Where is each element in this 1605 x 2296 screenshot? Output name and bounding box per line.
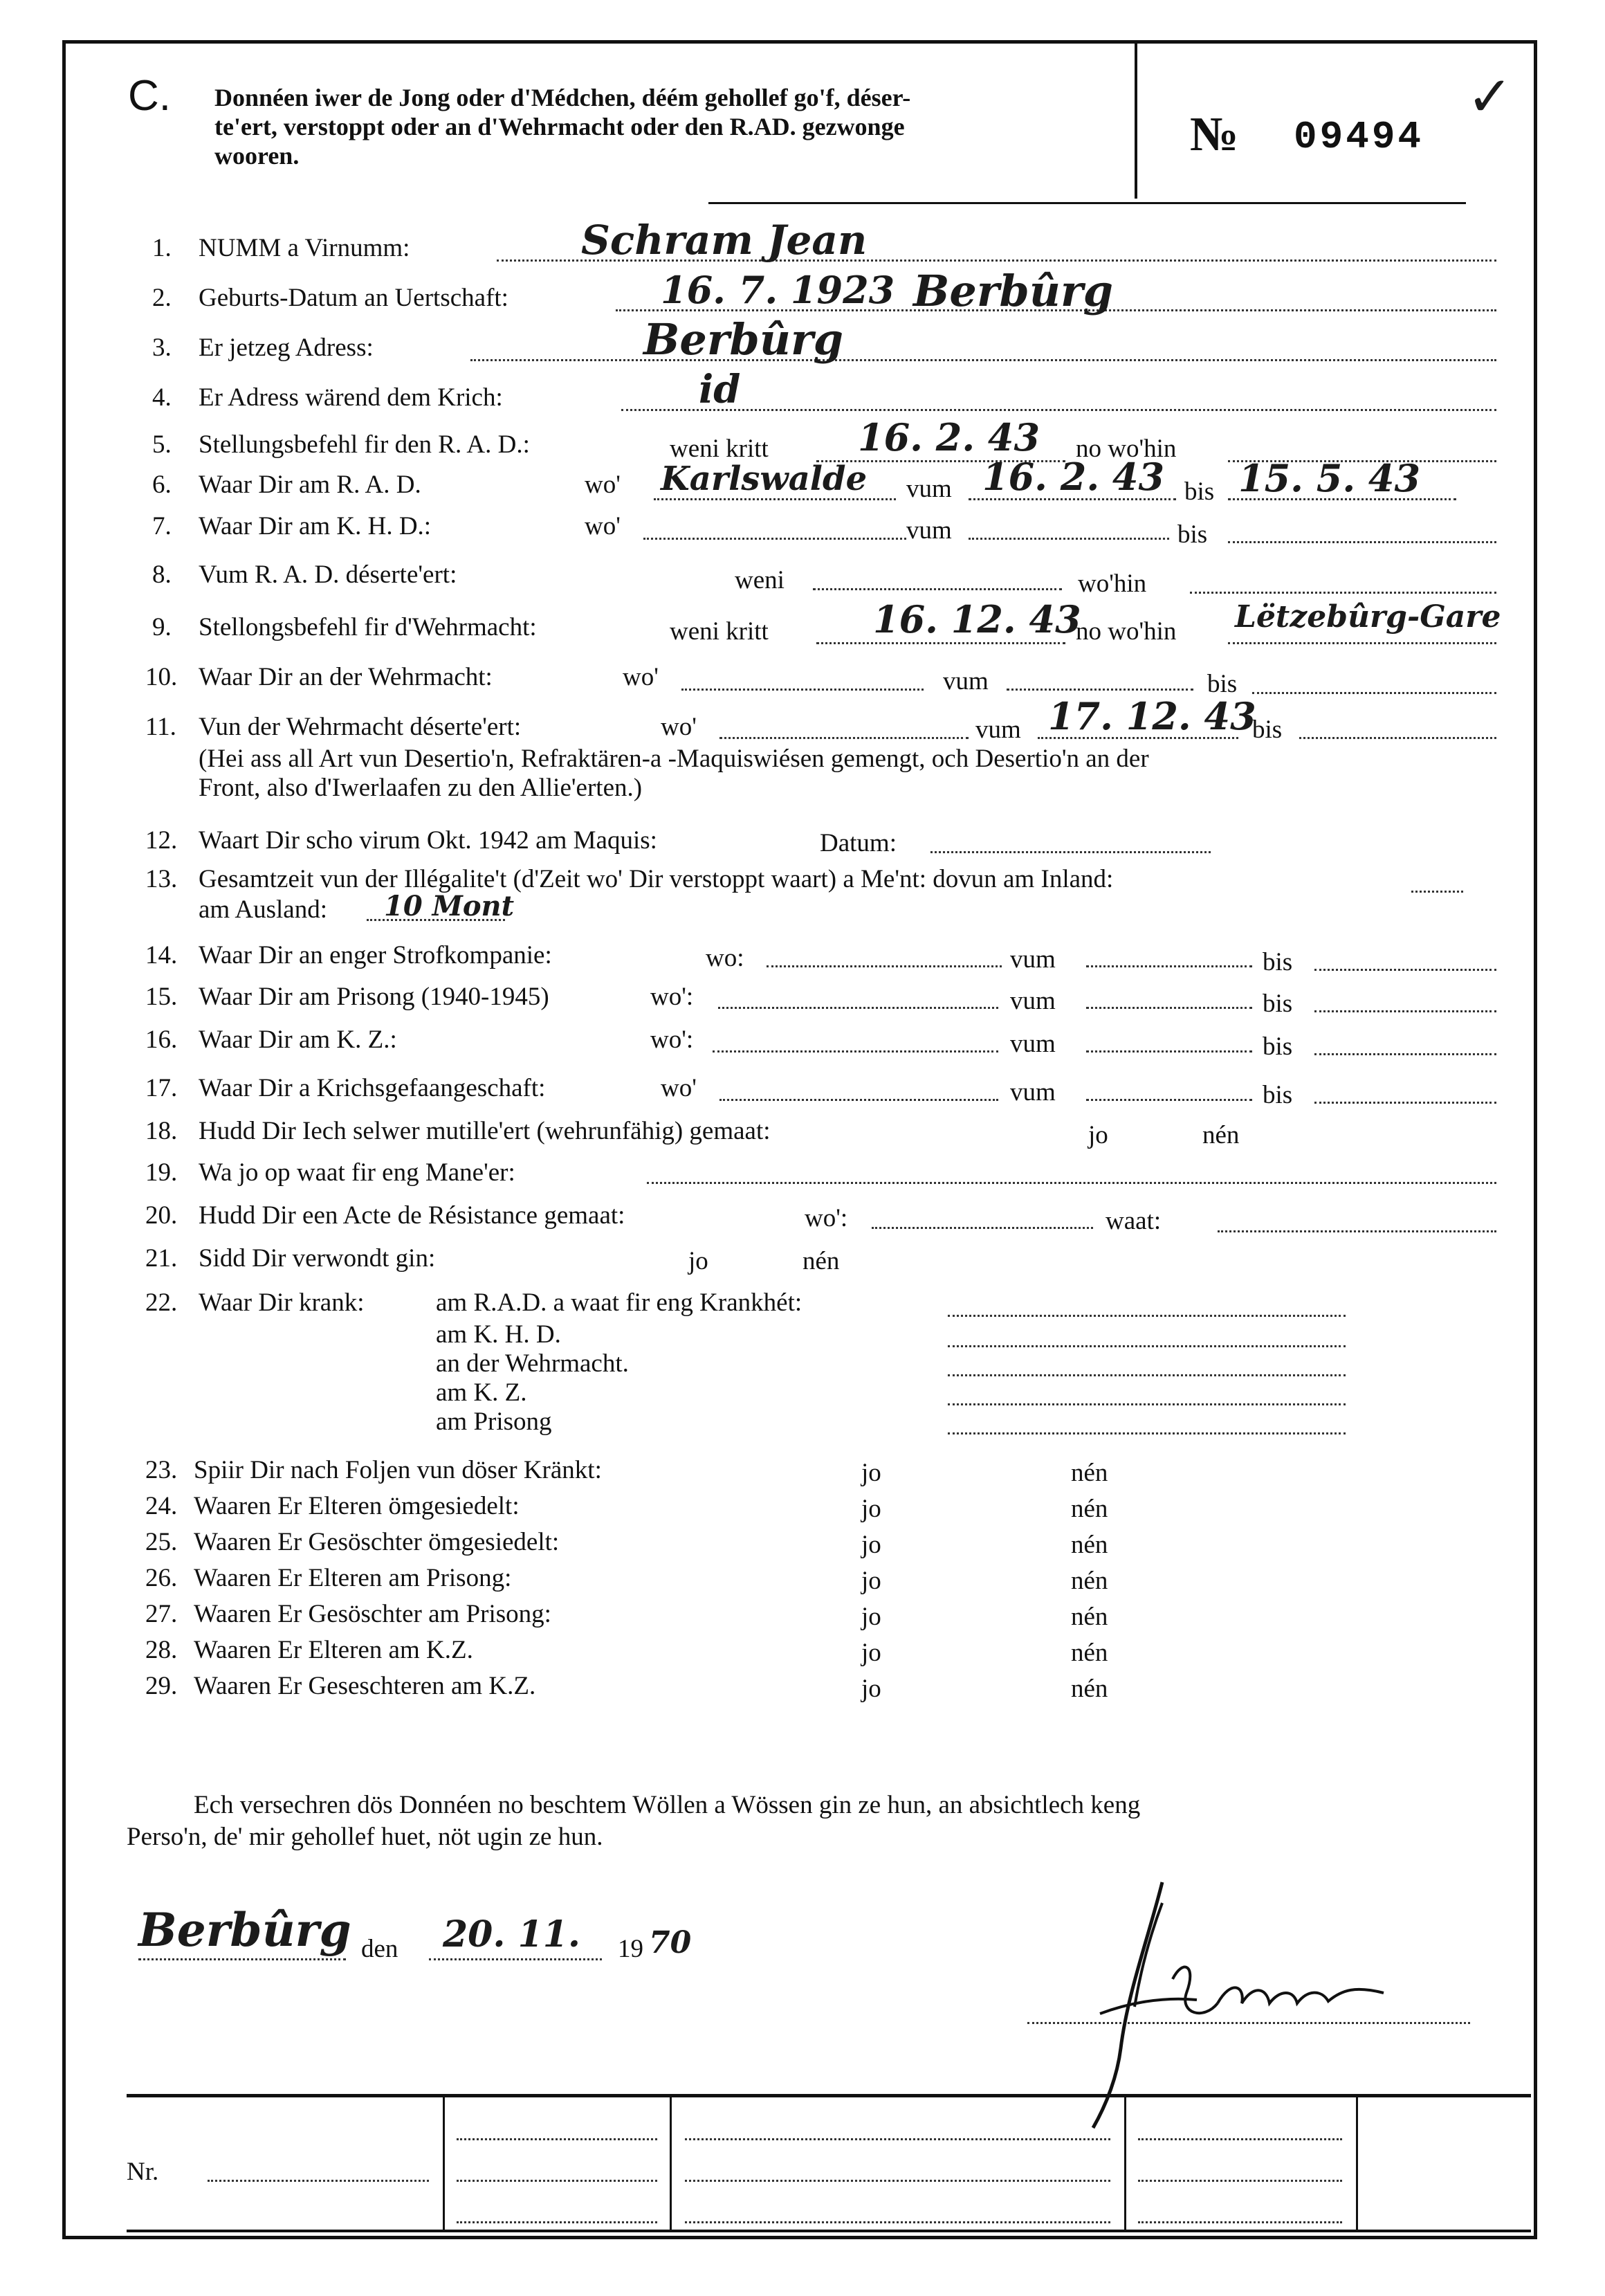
dotted-line (948, 1315, 1346, 1317)
sub-label-ill: an der Wehrmacht. (436, 1349, 629, 1378)
option-nen: nén (1071, 1495, 1108, 1523)
field-label-illegality: Gesamtzeit vun der Illégalite't (d'Zeit wo' Dir verstoppt waart) a Me'nt: dovun am Inland: (199, 865, 1114, 893)
dotted-line (685, 2221, 1110, 2223)
dotted-line (470, 359, 1496, 361)
option-nen: nén (802, 1247, 840, 1275)
field-label-siblings-resettled: Waaren Er Gesöschter ömgesiedelt: (194, 1528, 560, 1556)
dotted-line (429, 1958, 602, 1960)
dotted-line (1314, 1102, 1496, 1104)
field-label-resistance: Hudd Dir een Acte de Résistance gemaat: (199, 1201, 625, 1230)
dotted-line (685, 2138, 1110, 2140)
field-number: 3. (152, 334, 172, 362)
field-number: 10. (145, 663, 178, 691)
dotted-line (138, 1958, 346, 1960)
field-label-parents-kz: Waaren Er Elteren am K.Z. (194, 1636, 473, 1664)
label-vum: vum (1010, 1030, 1056, 1058)
dotted-line (816, 642, 1065, 644)
section-letter: C. (128, 72, 171, 120)
label-datum: Datum: (820, 829, 897, 857)
label-bis: bis (1252, 716, 1283, 744)
label-wo: wo' (623, 663, 659, 691)
field-label-siblings-prison: Waaren Er Gesöschter am Prisong: (194, 1600, 551, 1628)
header-title (214, 83, 1114, 170)
dotted-line (1138, 2138, 1342, 2140)
sub-label-ill: am K. Z. (436, 1378, 527, 1407)
dotted-line (621, 409, 1496, 411)
dotted-line (1252, 692, 1496, 694)
option-jo: jo (861, 1567, 881, 1595)
footer-top-line (127, 2094, 1531, 2097)
field-number: 12. (145, 826, 178, 855)
field-label-wehrmacht: Waar Dir an der Wehrmacht: (199, 663, 493, 691)
field-note: Front, also d'Iwerlaafen zu den Allie'erten.) (199, 774, 643, 802)
field-label-war-address: Er Adress wärend dem Krich: (199, 383, 503, 412)
dotted-line (948, 1374, 1346, 1376)
field-label-parents-prison: Waaren Er Elteren am Prisong: (194, 1564, 512, 1592)
handwritten-wehrmacht-place: Lëtzebûrg-Gare (1235, 599, 1501, 635)
label-bis: bis (1177, 520, 1208, 549)
field-label-rad-desert: Vum R. A. D. déserte'ert: (199, 561, 457, 589)
handwritten-wehrmacht-order-date: 16. 12. 43 (873, 597, 1081, 641)
footer-bottom-line (127, 2230, 1531, 2232)
signature-text: Schram (1190, 1994, 1211, 2002)
field-label-consequences: Spiir Dir nach Foljen vun döser Kränkt: (194, 1456, 602, 1484)
option-nen: nén (1071, 1603, 1108, 1631)
field-label-rad: Waar Dir am R. A. D. (199, 471, 421, 499)
footer-col-divider (443, 2097, 445, 2230)
field-label-abroad: am Ausland: (199, 895, 328, 924)
option-jo: jo (861, 1531, 881, 1559)
label-den: den (361, 1935, 398, 1963)
dotted-line (1086, 1050, 1252, 1053)
field-label-manner: Wa jo op waat fir eng Mane'er: (199, 1158, 515, 1187)
field-number: 16. (145, 1026, 178, 1054)
label-weni: weni (735, 566, 785, 594)
label-vum: vum (975, 716, 1021, 744)
sub-label-ill: am R.A.D. a waat fir eng Krankhét: (436, 1288, 802, 1317)
field-number: 7. (152, 512, 172, 540)
label-vum: vum (906, 516, 952, 545)
option-nen: nén (1071, 1531, 1108, 1559)
field-label-mutilate: Hudd Dir Iech selwer mutille'ert (wehrunfähig) gemaat: (199, 1117, 771, 1145)
field-label-siblings-kz: Waaren Er Geseschteren am K.Z. (194, 1672, 536, 1700)
field-label-punish-company: Waar Dir an enger Strofkompanie: (199, 941, 552, 969)
label-vum: vum (1010, 1078, 1056, 1106)
label-wo: wo' (661, 713, 697, 741)
dotted-line (1314, 969, 1496, 971)
dotted-line (681, 689, 924, 691)
label-bis: bis (1263, 1081, 1293, 1109)
number-value: 09494 (1294, 115, 1424, 159)
handwritten-year: 70 (649, 1925, 692, 1960)
check-mark: ✓ (1467, 64, 1514, 129)
label-wo: wo' (661, 1074, 697, 1102)
option-nen: nén (1071, 1459, 1108, 1487)
dotted-line (767, 965, 1002, 967)
header-underline (708, 202, 1466, 204)
dotted-line (1218, 1230, 1496, 1232)
dotted-line (1007, 689, 1193, 691)
field-number: 23. (145, 1456, 178, 1484)
field-label-wehrmacht-order: Stellongsbefehl fir d'Wehrmacht: (199, 613, 537, 641)
dotted-line (1228, 541, 1496, 543)
field-label-address: Er jetzeg Adress: (199, 334, 374, 362)
label-wo: wo': (805, 1204, 848, 1232)
handwritten-war-address: id (699, 367, 741, 412)
dotted-line (948, 1403, 1346, 1405)
field-label-wounded: Sidd Dir verwondt gin: (199, 1244, 436, 1273)
header-title-line: te'ert, verstoppt oder an d'Wehrmacht oder den R.AD. gezwonge (214, 113, 905, 140)
label-bis: bis (1184, 477, 1215, 506)
field-number: 4. (152, 383, 172, 412)
field-label-maquis: Waart Dir scho virum Okt. 1942 am Maquis: (199, 826, 657, 855)
dotted-line (719, 737, 969, 739)
dotted-line (643, 538, 906, 540)
field-label-rad-order: Stellungsbefehl fir den R. A. D.: (199, 430, 530, 459)
field-number: 17. (145, 1074, 178, 1102)
dotted-line (948, 1432, 1346, 1434)
field-number: 21. (145, 1244, 178, 1273)
label-vum: vum (1010, 945, 1056, 974)
dotted-line (1086, 965, 1252, 967)
field-note: (Hei ass all Art vun Desertio'n, Refraktären-a -Maquiswiésen gemengt, och Desertio'n an der (199, 745, 1149, 773)
field-label-prison: Waar Dir am Prisong (1940-1945) (199, 983, 549, 1011)
declaration-line: Ech versechren dös Donnéen no beschtem Wöllen a Wössen gin ze hun, an absichtlech keng (194, 1791, 1141, 1819)
label-wo: wo' (585, 471, 621, 499)
dotted-line (647, 1182, 1496, 1184)
field-number: 27. (145, 1600, 178, 1628)
field-label-ill: Waar Dir krank: (199, 1288, 365, 1317)
label-waat: waat: (1106, 1207, 1162, 1235)
option-nen: nén (1071, 1639, 1108, 1667)
header-divider (1135, 43, 1137, 199)
header-title-line: Donnéen iwer de Jong oder d'Médchen, déém gehollef go'f, déser- (214, 84, 911, 111)
option-jo: jo (861, 1459, 881, 1487)
dotted-line (813, 588, 1062, 590)
dotted-line (457, 2138, 657, 2140)
dotted-line (1190, 592, 1496, 594)
handwritten-sign-place: Berbûrg (138, 1903, 351, 1957)
footer-col-divider (1356, 2097, 1358, 2230)
label-bis: bis (1263, 990, 1293, 1018)
footer-nr-label: Nr. (127, 2158, 159, 2186)
field-number: 28. (145, 1636, 178, 1664)
field-label-parents-resettled: Waaren Er Elteren ömgesiedelt: (194, 1492, 520, 1520)
dotted-line (457, 2180, 657, 2182)
label-vum: vum (943, 667, 989, 695)
field-label-name: NUMM a Virnumm: (199, 234, 410, 262)
dotted-line (654, 498, 896, 500)
option-nen: nén (1202, 1121, 1240, 1149)
field-number: 25. (145, 1528, 178, 1556)
field-number: 11. (145, 713, 176, 741)
option-nen: nén (1071, 1567, 1108, 1595)
label-no-wohin: no wo'hin (1076, 435, 1177, 463)
option-jo: jo (861, 1603, 881, 1631)
field-label-kz: Waar Dir am K. Z.: (199, 1026, 397, 1054)
field-number: 19. (145, 1158, 178, 1187)
dotted-line (1314, 1053, 1496, 1055)
option-nen: nén (1071, 1675, 1108, 1703)
label-no-wohin: no wo'hin (1076, 617, 1177, 646)
dotted-line (872, 1227, 1093, 1229)
handwritten-abroad: 10 Mont (384, 890, 515, 922)
handwritten-birth-place: Berbûrg (913, 266, 1113, 316)
dotted-line (1086, 1099, 1252, 1101)
handwritten-address: Berbûrg (643, 314, 843, 365)
field-number: 13. (145, 865, 178, 893)
option-jo: jo (861, 1495, 881, 1523)
dotted-line (1138, 2221, 1342, 2223)
label-bis: bis (1263, 1032, 1293, 1061)
label-weni-kritt: weni kritt (670, 617, 769, 646)
dotted-line (208, 2180, 429, 2182)
handwritten-rad-from: 16. 2. 43 (982, 455, 1165, 499)
dotted-line (1299, 737, 1496, 739)
label-bis: bis (1207, 670, 1238, 698)
handwritten-rad-to: 15. 5. 43 (1238, 456, 1421, 500)
option-jo: jo (688, 1247, 708, 1275)
field-label-khd: Waar Dir am K. H. D.: (199, 512, 432, 540)
label-wo: wo': (650, 1026, 694, 1054)
label-wo: wo' (585, 512, 621, 540)
field-number: 18. (145, 1117, 178, 1145)
field-label-pow: Waar Dir a Krichsgefaangeschaft: (199, 1074, 546, 1102)
field-number: 6. (152, 471, 172, 499)
label-year-prefix: 19 (618, 1935, 643, 1963)
dotted-line (685, 2180, 1110, 2182)
field-number: 15. (145, 983, 178, 1011)
field-label-birth: Geburts-Datum an Uertschaft: (199, 284, 508, 312)
footer-col-divider (670, 2097, 672, 2230)
sub-label-ill: am Prisong (436, 1407, 552, 1436)
dotted-line (457, 2221, 657, 2223)
number-label: № (1190, 108, 1239, 161)
dotted-line (1138, 2180, 1342, 2182)
field-number: 29. (145, 1672, 178, 1700)
sub-label-ill: am K. H. D. (436, 1320, 561, 1349)
option-jo: jo (861, 1675, 881, 1703)
handwritten-desert-date: 17. 12. 43 (1048, 694, 1256, 738)
field-number: 22. (145, 1288, 178, 1317)
label-wo: wo': (650, 983, 694, 1011)
dotted-line (1228, 642, 1496, 644)
label-wo: wo: (706, 944, 744, 972)
dotted-line (1411, 891, 1463, 893)
field-number: 14. (145, 941, 178, 969)
footer-col-divider (1124, 2097, 1126, 2230)
dotted-line (1086, 1007, 1252, 1009)
field-label-wehrmacht-desert: Vun der Wehrmacht déserte'ert: (199, 713, 522, 741)
field-number: 24. (145, 1492, 178, 1520)
label-vum: vum (1010, 987, 1056, 1015)
signature-image (1024, 1855, 1467, 2131)
dotted-line (713, 1050, 998, 1053)
label-weni-kritt: weni kritt (670, 435, 769, 463)
dotted-line (948, 1345, 1346, 1347)
dotted-line (969, 538, 1169, 540)
label-wohin: wo'hin (1078, 570, 1147, 598)
option-jo: jo (861, 1639, 881, 1667)
dotted-line (930, 851, 1211, 853)
handwritten-rad-place: Karlswalde (661, 459, 868, 498)
handwritten-name: Schram Jean (581, 217, 868, 264)
handwritten-rad-order-date: 16. 2. 43 (858, 415, 1040, 459)
option-jo: jo (1088, 1121, 1108, 1149)
declaration-line: Perso'n, de' mir gehollef huet, nöt ugin ze hun. (127, 1823, 603, 1851)
handwritten-birth-date: 16. 7. 1923 (661, 268, 895, 312)
label-vum: vum (906, 475, 952, 503)
label-bis: bis (1263, 948, 1293, 976)
field-number: 2. (152, 284, 172, 312)
handwritten-sign-date: 20. 11. (443, 1913, 581, 1956)
dotted-line (719, 1099, 998, 1101)
dotted-line (718, 1007, 998, 1009)
field-number: 9. (152, 613, 172, 641)
field-number: 26. (145, 1564, 178, 1592)
field-number: 1. (152, 234, 172, 262)
field-number: 8. (152, 561, 172, 589)
field-number: 20. (145, 1201, 178, 1230)
header-title-line: wooren. (214, 142, 300, 170)
field-number: 5. (152, 430, 172, 459)
dotted-line (1314, 1010, 1496, 1012)
